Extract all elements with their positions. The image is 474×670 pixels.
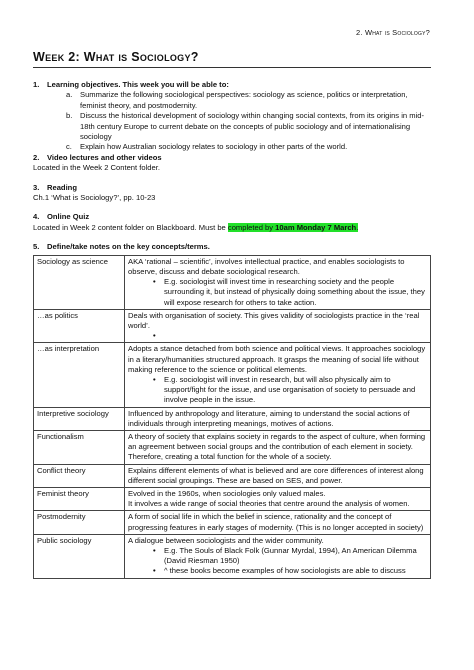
section-heading [33,183,433,193]
table-row [34,511,431,534]
concept-definition [125,255,431,309]
definition-text: Deals with organisation of society. This gives validity of sociologists practice in the ‘real world’. [128,310,420,330]
example-bullets [128,331,427,341]
concept-term: …as politics [34,309,125,343]
table-row [34,407,431,430]
deadline-prefix: completed by [227,222,276,232]
section-reading [33,183,433,204]
concept-definition [125,464,431,487]
objectives-list [33,90,433,152]
concept-term: Public sociology [34,534,125,578]
section-online-quiz [33,212,433,233]
section-body [33,223,433,233]
section-number: 5. [33,242,40,252]
list-item-text: Discuss the historical development of sociology within changing social contexts, from its origins in mid-18th century Europe to current debate on the concepts of public sociology and of internationalising sociology [80,111,424,142]
concept-definition [125,430,431,464]
deadline-highlight [228,223,358,232]
concept-definition [125,534,431,578]
section-learning-objectives [33,80,433,153]
table-row [34,464,431,487]
list-item [66,111,433,142]
example-bullets [128,277,427,308]
section-videos [33,153,433,174]
section-heading [33,80,433,90]
concept-definition [125,487,431,510]
concept-term: Conflict theory [34,464,125,487]
concept-definition [125,309,431,343]
section-number: 1. [33,80,40,89]
bullet-item: • E.g. sociologist will invest in research, but will also physically aim to support/fight for the issue, and use organisation of society to persuade and involve people in the issue. [164,375,427,406]
section-heading-text: Learning objectives. This week you will be able to: [47,80,229,89]
concept-definition [125,343,431,407]
concept-term: Sociology as science [34,255,125,309]
bullet-item [164,331,427,341]
definition-text: A dialogue between sociologists and the wider community. [128,535,324,545]
table-row [34,343,431,407]
section-key-concepts [33,242,433,578]
table-row [34,487,431,510]
concept-term: Functionalism [34,430,125,464]
table-row [34,255,431,309]
example-bullets [128,546,427,577]
list-letter: a. [66,90,73,100]
document-body [33,80,433,579]
section-heading-text: Define/take notes on the key concepts/terms. [47,242,210,252]
list-item-text: Explain how Australian sociology relates to sociology in other parts of the world. [80,142,348,152]
definition-text: A theory of society that explains society in regards to the aspect of culture, when forming an agreement between social groups and the contribution of each element in society. Therefore, creating a total function for the whole of a society. [128,431,426,462]
definition-text: AKA ‘rational – scientific’, involves intellectual practice, and enables sociologists to observe, discuss and debate sociological research. [128,256,405,276]
concept-term: Postmodernity [34,511,125,534]
page-title: Week 2: What is Sociology? [33,50,199,64]
bullet-item: • E.g. The Souls of Black Folk (Gunnar Myrdal, 1994), An American Dilemma (David Riesman 1950) [164,546,427,566]
running-header: 2. What is Sociology? [356,28,430,37]
bullet-item: • E.g. sociologist will invest time in researching society and the people surrounding it, but instead of physically doing something about the issue, they will expose research for others to take action. [164,277,427,308]
section-heading [33,153,433,163]
deadline-date: 10am Monday 7 March [275,222,357,232]
concept-term: Feminist theory [34,487,125,510]
table-row [34,430,431,464]
concept-term: Interpretive sociology [34,407,125,430]
definition-text: Evolved in the 1960s, when sociologies only valued males. [128,488,326,498]
list-letter: c. [66,142,72,152]
definition-text: Influenced by anthropology and literature, aiming to understand the social actions of individuals through interpreting meanings, motives of actions. [128,408,410,428]
list-item [66,142,433,152]
deadline-suffix: . [356,222,359,232]
list-letter: b. [66,111,73,121]
concepts-table [33,255,431,579]
section-heading [33,212,433,222]
definition-text: Explains different elements of what is believed and are core differences of interest along different social groupings. These are based on SES, and power. [128,465,424,485]
definition-text: It involves a wide range of social theories that centre around the analysis of women. [128,499,410,509]
list-item [66,90,433,111]
title-divider [33,67,431,68]
section-heading-text: Reading [47,182,77,192]
concepts-table-body [34,255,431,578]
example-bullets [128,375,427,406]
table-row [34,534,431,578]
section-number: 4. [33,212,40,222]
section-body: Located in the Week 2 Content folder. [33,163,160,173]
concept-definition [125,407,431,430]
concept-term: …as interpretation [34,343,125,407]
section-number: 3. [33,182,40,192]
bullet-item: • ^ these books become examples of how sociologists are able to discuss [164,566,427,576]
concept-definition [125,511,431,534]
section-heading-text: Video lectures and other videos [47,152,162,162]
list-item-text: Summarize the following sociological perspectives: sociology as science, politics or interpretation, feminist theory, and postmodernity. [80,90,408,110]
definition-text: Adopts a stance detached from both science and political views. It approaches sociology in a literary/humanities structured approach. It grasps the meaning of social life without making reference to the science or political elements. [128,344,426,374]
table-row [34,309,431,343]
definition-text: A form of social life in which the belief in science, rationality and the concept of progressing features in early stages of modernity. (This is no longer accepted in society) [128,512,424,532]
section-number: 2. [33,152,40,162]
section-body: Ch.1 ‘What is Sociology?’, pp. 10-23 [33,193,156,203]
section-heading [33,242,433,252]
section-heading-text: Online Quiz [47,212,90,222]
quiz-location-text: Located in Week 2 content folder on Blackboard. Must be [33,222,228,232]
